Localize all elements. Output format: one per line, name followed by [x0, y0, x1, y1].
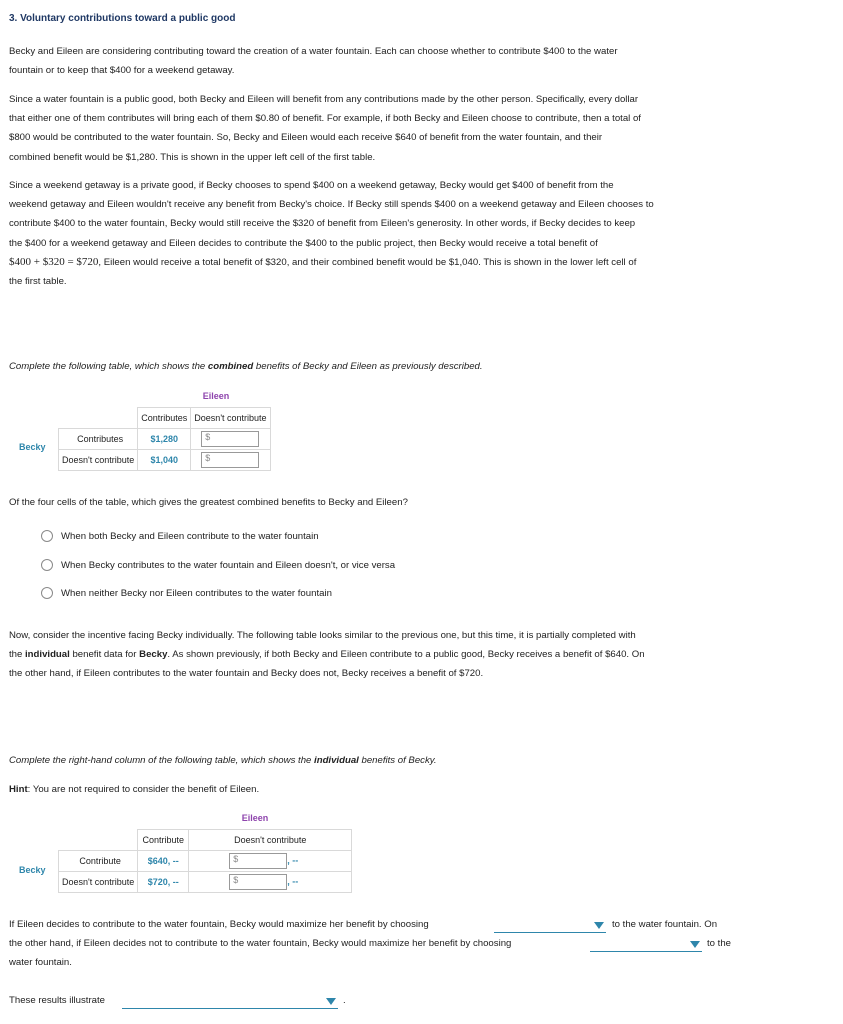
- option-label: When both Becky and Eileen contribute to the water fountain: [61, 530, 319, 542]
- option-label: When neither Becky nor Eileen contributes to the water fountain: [61, 587, 332, 599]
- choice-dropdown-2[interactable]: [590, 939, 702, 952]
- text-line: combined benefit would be $1,280. This is shown in the upper left cell of the first table.: [9, 151, 376, 163]
- chevron-down-icon: [594, 922, 604, 929]
- text-span: the: [9, 649, 26, 661]
- column-player-label: Eileen: [202, 391, 230, 401]
- question-prompt: Of the four cells of the table, which gives the greatest combined benefits to Becky and Eileen?: [9, 497, 408, 508]
- table2-instruction: [9, 755, 437, 766]
- hint: [9, 784, 259, 795]
- benefit-input[interactable]: [229, 874, 287, 890]
- text-line: [9, 645, 744, 664]
- text-line: contribute $400 to the water fountain, Becky would still receive the $320 of benefit from Eileen's generosity. In other words, if Becky decides to keep: [9, 218, 636, 230]
- text-span: benefits of Becky and Eileen as previously described.: [253, 361, 483, 372]
- option-label: When Becky contributes to the water fountain and Eileen doesn't, or vice versa: [61, 559, 396, 571]
- payoff-cell: $640, --: [138, 851, 189, 872]
- text-line: Now, consider the incentive facing Becky individually. The following table looks similar to the previous one, but this time, it is partially completed with: [9, 630, 636, 641]
- corner-cell: [59, 830, 138, 851]
- intro-paragraph-2: [9, 90, 744, 167]
- text-line: the $400 for a weekend getaway and Eileen decides to contribute the $400 to the public project, then Becky would receive a total benefit of: [9, 237, 598, 249]
- period: .: [343, 995, 346, 1006]
- illustrate-label: These results illustrate: [9, 995, 105, 1006]
- individual-paragraph: [9, 626, 744, 684]
- final-line-1b: to the water fountain. On: [612, 919, 718, 930]
- final-line-2b: to the: [707, 938, 732, 949]
- table1-instruction: [9, 361, 483, 372]
- payoff-cell: [189, 851, 352, 872]
- payoff-cell: $720, --: [138, 872, 189, 893]
- corner-cell: [59, 408, 138, 429]
- choice-dropdown-1[interactable]: [494, 920, 606, 933]
- text-span: benefit data for: [69, 649, 140, 661]
- chevron-down-icon: [326, 998, 336, 1005]
- text-line: the other hand, if Eileen contributes to the water fountain and Becky does not, Becky receives a benefit of $720.: [9, 668, 484, 680]
- text-line: weekend getaway and Eileen wouldn't receive any benefit from Becky's choice. If Becky still spends $400 on a weekend getaway and Eileen chooses to: [9, 199, 654, 211]
- row-header: Doesn't contribute: [59, 450, 138, 471]
- payoff-suffix: , --: [287, 876, 299, 887]
- text-line: $800 would be contributed to the water fountain. So, Becky and Eileen would each receive $640 of benefit from the water fountain, and their: [9, 132, 603, 144]
- page-title: 3. Voluntary contributions toward a public good: [9, 13, 236, 24]
- payoff-suffix: , --: [287, 855, 299, 866]
- benefit-input[interactable]: [201, 452, 259, 468]
- radio-option[interactable]: [41, 530, 319, 542]
- radio-button[interactable]: [41, 587, 53, 599]
- radio-button[interactable]: [41, 530, 53, 542]
- payoff-cell: $1,280: [138, 429, 191, 450]
- radio-button[interactable]: [41, 559, 53, 571]
- text-line: Since a water fountain is a public good, both Becky and Eileen will benefit from any contributions made by the other person. Specifically, every dollar: [9, 94, 639, 105]
- text-span: Becky: [139, 649, 168, 661]
- final-line-1a: If Eileen decides to contribute to the water fountain, Becky would maximize her benefit by choosing: [9, 919, 429, 930]
- benefit-input[interactable]: [201, 431, 259, 447]
- dollar-sign: $: [233, 875, 239, 885]
- individual-benefits-table: [58, 829, 352, 893]
- radio-option[interactable]: [41, 587, 332, 599]
- final-line-2a: the other hand, if Eileen decides not to contribute to the water fountain, Becky would maximize her benefit by choosing: [9, 938, 512, 949]
- final-line-3: water fountain.: [9, 957, 72, 968]
- column-header: Contributes: [138, 408, 191, 429]
- text-span: individual: [314, 755, 359, 766]
- column-header: Doesn't contribute: [189, 830, 352, 851]
- column-header: Contribute: [138, 830, 189, 851]
- column-header: Doesn't contribute: [191, 408, 270, 429]
- text-span: combined: [207, 361, 254, 372]
- combined-benefits-table: [58, 407, 271, 471]
- text-span: Complete the following table, which shows the: [9, 361, 208, 372]
- column-player-label: Eileen: [241, 813, 269, 823]
- intro-paragraph-1: [9, 42, 744, 80]
- illustrate-dropdown[interactable]: [122, 996, 338, 1009]
- hint-text: : You are not required to consider the benefit of Eileen.: [27, 784, 260, 795]
- payoff-cell: [189, 872, 352, 893]
- payoff-cell: $1,040: [138, 450, 191, 471]
- text-line: fountain or to keep that $400 for a weekend getaway.: [9, 65, 235, 77]
- row-header: Doesn't contribute: [59, 872, 138, 893]
- radio-option[interactable]: [41, 559, 395, 571]
- text-line: [9, 253, 744, 272]
- text-line: Becky and Eileen are considering contributing toward the creation of a water fountain. Each can choose whether to contribute $400 to the water: [9, 46, 618, 57]
- text-line: Since a weekend getaway is a private good, if Becky chooses to spend $400 on a weekend getaway, Becky would get $400 of benefit from the: [9, 180, 614, 191]
- payoff-cell: [191, 429, 270, 450]
- row-player-label: Becky: [19, 442, 46, 452]
- dollar-sign: $: [205, 432, 211, 442]
- intro-paragraph-3: [9, 176, 744, 291]
- text-span: benefits of Becky.: [358, 755, 437, 766]
- dollar-sign: $: [233, 854, 239, 864]
- row-player-label: Becky: [19, 865, 46, 875]
- row-header: Contributes: [59, 429, 138, 450]
- hint-label: Hint: [9, 784, 28, 795]
- text-span: Complete the right-hand column of the following table, which shows the: [9, 755, 315, 766]
- text-span: . As shown previously, if both Becky and Eileen contribute to a public good, Becky receives a benefit of $640. On: [167, 649, 645, 661]
- row-header: Contribute: [59, 851, 138, 872]
- math-expression: $400 + $320 = $720: [9, 255, 99, 268]
- text-span: , Eileen would receive a total benefit of $320, and their combined benefit would be $1,040. This is shown in the lower left cell of: [98, 256, 637, 268]
- benefit-input[interactable]: [229, 853, 287, 869]
- text-span: individual: [25, 649, 70, 661]
- dollar-sign: $: [205, 453, 211, 463]
- text-line: the first table.: [9, 276, 67, 288]
- text-line: that either one of them contributes will bring each of them $0.80 of benefit. For example, if both Becky and Eileen choose to contribute, then a total of: [9, 113, 641, 125]
- chevron-down-icon: [690, 941, 700, 948]
- payoff-cell: [191, 450, 270, 471]
